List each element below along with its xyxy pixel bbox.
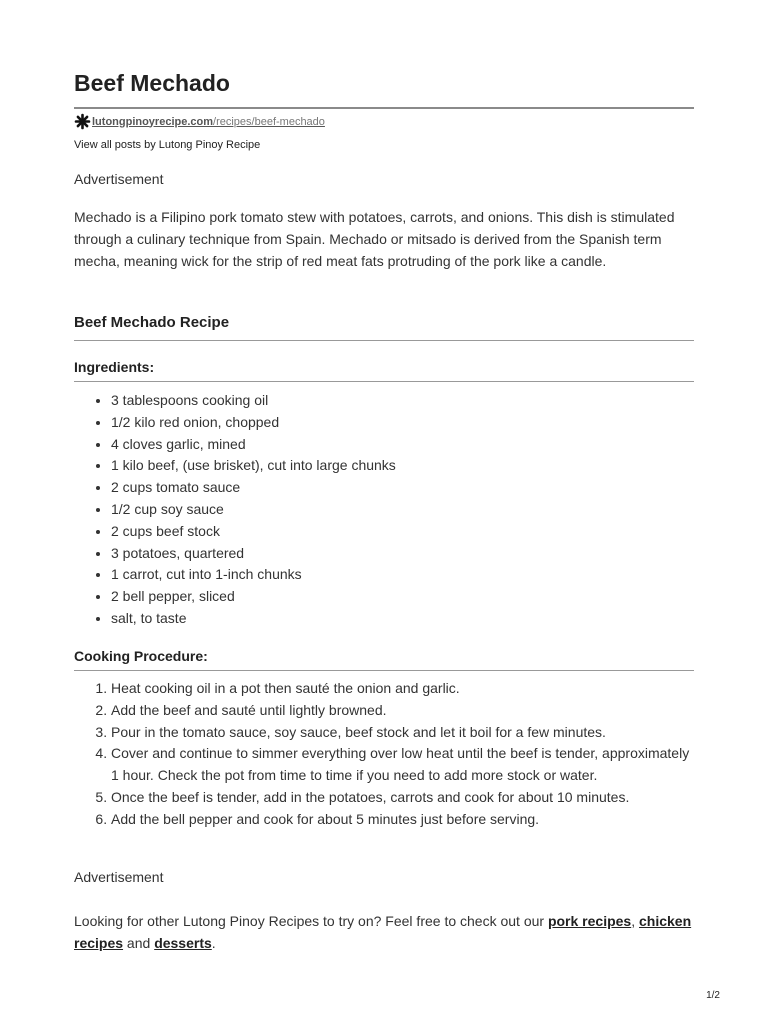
list-item: • 2 cups beef stock — [111, 521, 694, 543]
closing-end: . — [211, 934, 216, 951]
step-item: 4. Cover and continue to simmer everything over low heat until the beef is tender, approximately 1 hour. Check the pot from time to time if you need to add more stock or water. — [111, 743, 694, 787]
advertisement-label: Advertisement — [74, 171, 164, 187]
list-item: • 1 kilo beef, (use brisket), cut into large chunks — [111, 455, 694, 477]
source-line — [74, 113, 325, 130]
byline[interactable]: View all posts by Lutong Pinoy Recipe — [74, 139, 261, 151]
list-item: • 3 potatoes, quartered — [111, 543, 694, 565]
list-item: • 1/2 kilo red onion, chopped — [111, 412, 694, 434]
procedure-heading: Cooking Procedure: — [74, 648, 208, 664]
asterisk-logo-icon — [74, 113, 91, 130]
source-path: /recipes/beef-mechado — [213, 115, 325, 128]
pork-recipes-link[interactable]: pork recipes — [547, 913, 632, 929]
procedure-steps — [74, 678, 694, 831]
desserts-link[interactable]: desserts — [154, 934, 212, 951]
ingredients-list — [74, 390, 694, 630]
source-link[interactable] — [92, 116, 325, 128]
recipe-heading: Beef Mechado Recipe — [74, 314, 230, 331]
page-title: Beef Mechado — [74, 70, 230, 96]
list-item: • 1 carrot, cut into 1-inch chunks — [111, 564, 694, 586]
step-item: 5. Once the beef is tender, add in the potatoes, carrots and cook for about 10 minutes. — [111, 787, 694, 809]
closing-paragraph — [74, 911, 694, 954]
list-item: • 1/2 cup soy sauce — [111, 499, 694, 521]
list-item: • 2 cups tomato sauce — [111, 477, 694, 499]
recipe-heading-divider — [74, 340, 694, 341]
ingredients-divider — [74, 381, 694, 382]
page-number: 1/2 — [706, 990, 720, 1001]
step-item: 3. Pour in the tomato sauce, soy sauce, beef stock and let it boil for a few minutes. — [111, 722, 694, 744]
closing-separator: and — [123, 934, 155, 951]
ingredients-heading: Ingredients: — [74, 359, 155, 375]
step-item: 6. Add the bell pepper and cook for about 5 minutes just before serving. — [111, 809, 694, 831]
list-item: • salt, to taste — [111, 608, 694, 630]
chicken-recipes-link[interactable]: chicken recipes — [74, 913, 692, 951]
intro-paragraph: Mechado is a Filipino pork tomato stew with potatoes, carrots, and onions. This dish is stimulated through a culinary technique from Spain. Mechado or mitsado is derived from the Spanish term mecha, meaning wick for the strip of red meat fats protruding of the pork like a candle. — [74, 209, 675, 269]
list-item: • 4 cloves garlic, mined — [111, 434, 694, 456]
list-item: • 3 tablespoons cooking oil — [111, 390, 694, 412]
source-domain: lutongpinoyrecipe.com — [92, 115, 214, 128]
step-item: 2. Add the beef and sauté until lightly browned. — [111, 700, 694, 722]
title-divider — [74, 107, 694, 109]
list-item: • 2 bell pepper, sliced — [111, 586, 694, 608]
closing-text: Looking for other Lutong Pinoy Recipes to try on? Feel free to check out our — [74, 913, 548, 929]
procedure-divider — [74, 670, 694, 671]
closing-separator: , — [631, 913, 639, 929]
advertisement-label: Advertisement — [74, 869, 164, 885]
step-item: 1. Heat cooking oil in a pot then sauté the onion and garlic. — [111, 678, 694, 700]
